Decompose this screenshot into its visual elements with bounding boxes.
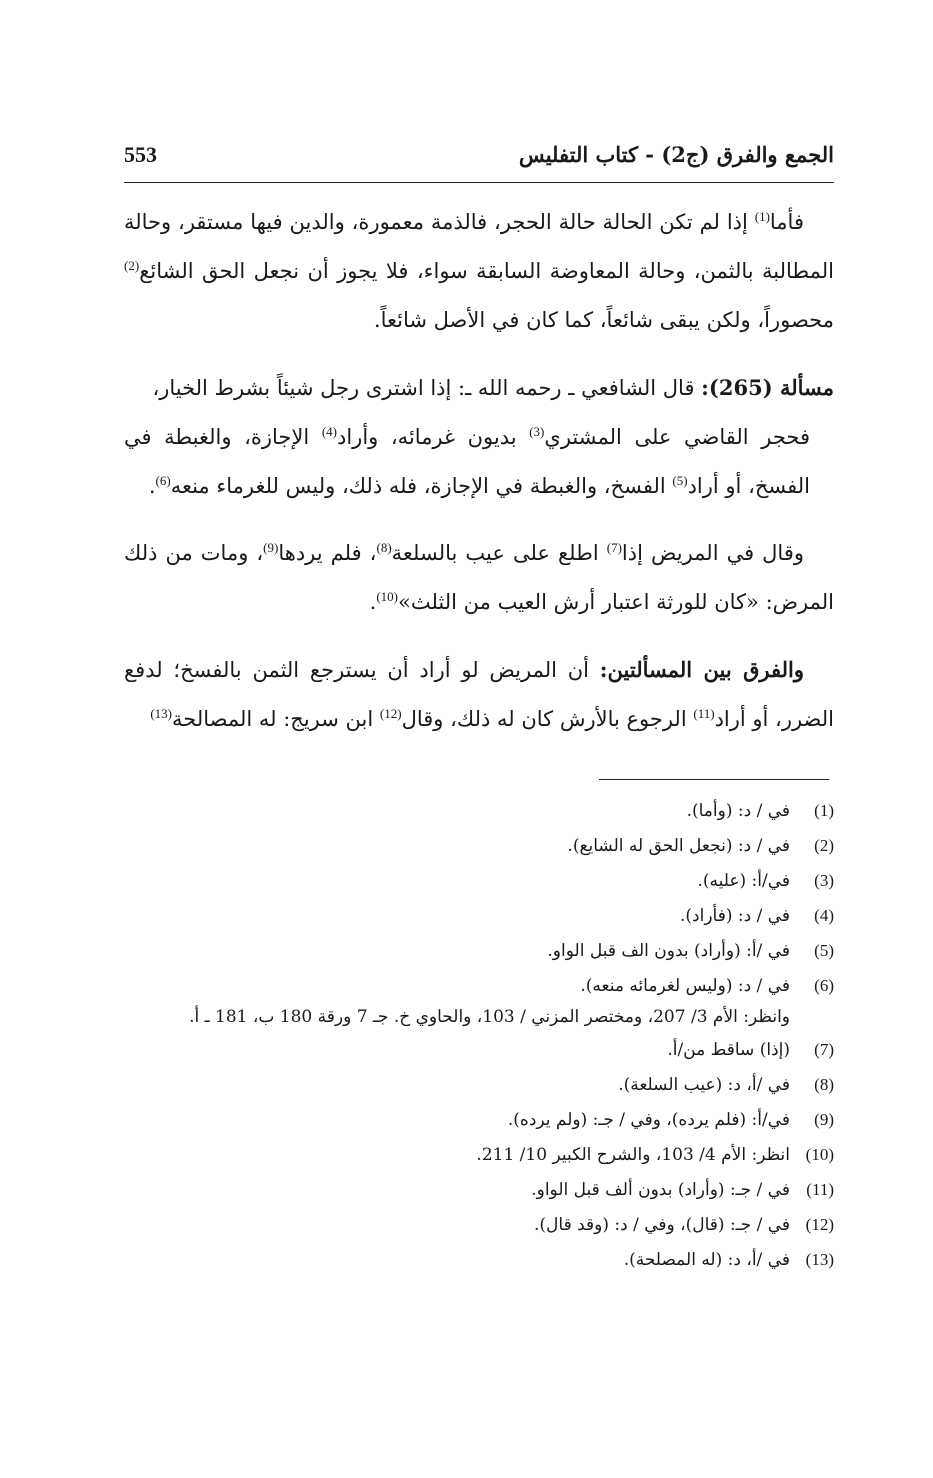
footnote-text: في / جـ: (وأراد) بدون ألف قبل الواو. xyxy=(531,1180,790,1200)
footnote-continuation: وانظر: الأم 3/ 207، ومختصر المزني / 103، والحاوي خ. جـ 7 ورقة 180 ب، 181 ـ أ. xyxy=(189,1007,790,1027)
issue-paragraph xyxy=(124,363,834,511)
text-run: فأما xyxy=(769,210,804,234)
footnote-ref: (3) xyxy=(529,424,545,439)
footnote-text: في /أ، د: (عيب السلعة). xyxy=(618,1075,790,1095)
text-run: اطلع على عيب بالسلعة xyxy=(391,541,607,565)
footnote-text: انظر: الأم 4/ 103، والشرح الكبير 10/ 211. xyxy=(476,1145,790,1165)
footnote-number: (4) xyxy=(814,906,834,925)
footnote-text: في / جـ: (قال)، وفي / د: (وقد قال). xyxy=(534,1215,790,1235)
footnote-ref: (5) xyxy=(672,473,688,488)
footnote-number: (11) xyxy=(806,1180,834,1199)
footnote-ref: (1) xyxy=(754,209,770,224)
text-run: محصوراً، ولكن يبقى شائعاً، كما كان في الأصل شائعاً. xyxy=(373,308,834,332)
footnote-number: (2) xyxy=(814,836,834,855)
page-number: 553 xyxy=(124,142,157,167)
footnote-number: (7) xyxy=(814,1040,834,1059)
footnotes-list xyxy=(124,793,834,1277)
text-run: . xyxy=(369,590,377,614)
issue-body xyxy=(124,413,834,511)
footnote-item xyxy=(124,1137,834,1172)
text-run: إذا لم تكن الحالة حالة الحجر، فالذمة معمورة، والدين فيها مستقر، وحالة المطالبة بالثمن، وحالة المعاوضة السابقة سواء، فلا يجوز أن نجعل الحق الشائع xyxy=(124,210,834,283)
running-title: الجمع والفرق (ج2) - كتاب التفليس xyxy=(518,142,834,167)
text-run: قال الشافعي ـ رحمه الله ـ: إذا اشترى رجل شيئاً بشرط الخيار، xyxy=(152,376,702,400)
footnote-ref: (12) xyxy=(379,706,402,721)
paragraph-3 xyxy=(124,529,834,627)
footnote-text: في / د: (وأما). xyxy=(686,801,790,821)
footnote-item xyxy=(124,828,834,863)
footnote-number: (13) xyxy=(805,1250,834,1269)
footnote-item xyxy=(124,1242,834,1277)
footnote-ref: (8) xyxy=(376,540,392,555)
footnote-ref: (2) xyxy=(124,258,140,273)
footnote-item xyxy=(124,898,834,933)
footnote-item xyxy=(124,1102,834,1137)
paragraph-1 xyxy=(124,198,834,345)
footnote-divider xyxy=(599,779,829,780)
footnote-text: في/أ: (فلم يرده)، وفي / جـ: (ولم يرده). xyxy=(507,1110,790,1130)
text-run: ، ومات من ذلك المرض: «كان للورثة اعتبار أرش العيب من الثلث» xyxy=(124,541,834,614)
footnote-ref: (9) xyxy=(263,540,279,555)
footnote-text: في / د: (وليس لغرمائه منعه). xyxy=(580,976,790,996)
paragraph-4 xyxy=(124,645,834,744)
footnote-item xyxy=(124,933,834,968)
text-run: . xyxy=(148,474,156,498)
footnote-ref: (7) xyxy=(606,540,622,555)
footnote-ref: (4) xyxy=(321,424,337,439)
footnote-ref: (10) xyxy=(376,589,398,604)
footnote-text: في /أ: (وأراد) بدون الف قبل الواو. xyxy=(547,941,790,961)
footnote-text: في/أ: (عليه). xyxy=(697,871,790,891)
footnote-item xyxy=(124,863,834,898)
footnote-ref: (11) xyxy=(693,706,715,721)
footnote-number: (12) xyxy=(805,1215,834,1234)
footnote-item xyxy=(124,1067,834,1102)
footnote-text: في / د: (فأراد). xyxy=(679,906,790,926)
footnote-number: (9) xyxy=(814,1110,834,1129)
footnote-number: (1) xyxy=(814,801,834,820)
header-divider xyxy=(124,182,834,183)
text-run: أن المريض لو أراد أن يسترجع الثمن بالفسخ؛ لدفع الضرر، أو أراد xyxy=(124,658,834,731)
footnote-item xyxy=(124,1032,834,1067)
text-run: وقال في المريض إذا xyxy=(621,541,804,565)
text-run: فحجر القاضي على المشتري xyxy=(544,425,810,449)
text-run: ، فلم يردها xyxy=(278,541,377,565)
footnote-item xyxy=(124,1207,834,1242)
footnote-text: (إذا) ساقط من/أ. xyxy=(667,1040,790,1060)
footnote-number: (6) xyxy=(814,976,834,995)
text-run: ابن سريج: له المصالحة xyxy=(172,707,380,731)
footnote-text: في / د: (نجعل الحق له الشايع). xyxy=(567,836,790,856)
difference-lead: والفرق بين المسألتين: xyxy=(599,657,804,682)
footnote-number: (3) xyxy=(814,871,834,890)
footnote-item xyxy=(124,968,834,1032)
footnote-ref: (13) xyxy=(150,706,172,721)
text-run: الإجازة، والغبطة في الفسخ، أو أراد xyxy=(124,425,810,498)
footnote-ref: (6) xyxy=(155,473,171,488)
footnote-number: (8) xyxy=(814,1075,834,1094)
footnote-item xyxy=(124,793,834,828)
text-run: بديون غرمائه، وأراد xyxy=(337,425,530,449)
footnote-number: (5) xyxy=(814,941,834,960)
footnote-number: (10) xyxy=(805,1145,834,1164)
issue-label: مسألة (265): xyxy=(701,375,834,400)
footnote-item xyxy=(124,1172,834,1207)
footnote-text: في /أ، د: (له المصلحة). xyxy=(623,1250,790,1270)
main-text xyxy=(124,198,834,762)
page-header xyxy=(124,142,834,176)
text-run: الفسخ، والغبطة في الإجازة، فله ذلك، وليس للغرماء منعه xyxy=(170,474,673,498)
text-run: الرجوع بالأرش كان له ذلك، وقال xyxy=(401,707,694,731)
